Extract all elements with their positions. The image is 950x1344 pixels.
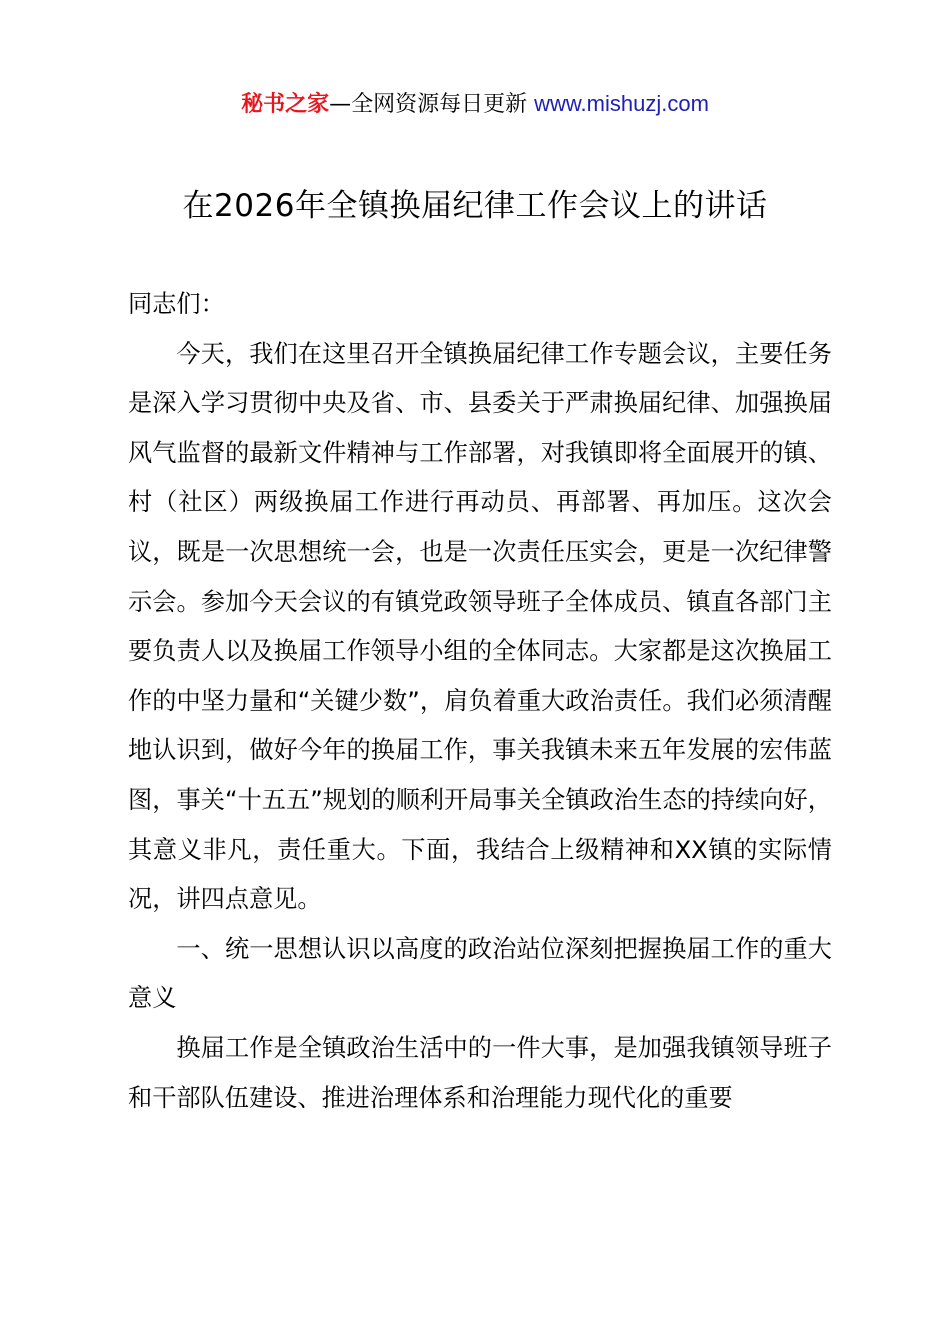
- document-title: 在2026年全镇换届纪律工作会议上的讲话: [182, 188, 768, 224]
- salutation: 同志们：: [128, 290, 225, 318]
- site-tagline: —全网资源每日更新: [329, 92, 528, 117]
- section-heading-1: 一、统一思想认识以高度的政治站位深刻把握换届工作的重大意义: [128, 934, 832, 1013]
- site-brand-name: 秘书之家: [241, 92, 330, 117]
- site-url-link[interactable]: www.mishuzj.com: [534, 91, 709, 116]
- site-header-banner: [0, 88, 950, 121]
- paragraph-intro: 今天，我们在这里召开全镇换届纪律工作专题会议，主要任务是深入学习贯彻中央及省、市、县委关于严肃换届纪律、加强换届风气监督的最新文件精神与工作部署，对我镇即将全面展开的镇、村（社区）两级换届工作进行再动员、再部署、再加压。这次会议，既是一次思想统一会，也是一次责任压实会，更是一次纪律警示会。参加今天会议的有镇党政领导班子全体成员、镇直各部门主要负责人以及换届工作领导小组的全体同志。大家都是这次换届工作的中坚力量和“关键少数”，肩负着重大政治责任。我们必须清醒地认识到，做好今年的换届工作，事关我镇未来五年发展的宏伟蓝图，事关“十五五”规划的顺利开局事关全镇政治生态的持续向好，其意义非凡，责任重大。下面，我结合上级精神和XX镇的实际情况，讲四点意见。: [128, 339, 832, 914]
- document-body: [128, 280, 832, 1123]
- paragraph-section-1: 换届工作是全镇政治生活中的一件大事，是加强我镇领导班子和干部队伍建设、推进治理体系和治理能力现代化的重要: [128, 1033, 832, 1112]
